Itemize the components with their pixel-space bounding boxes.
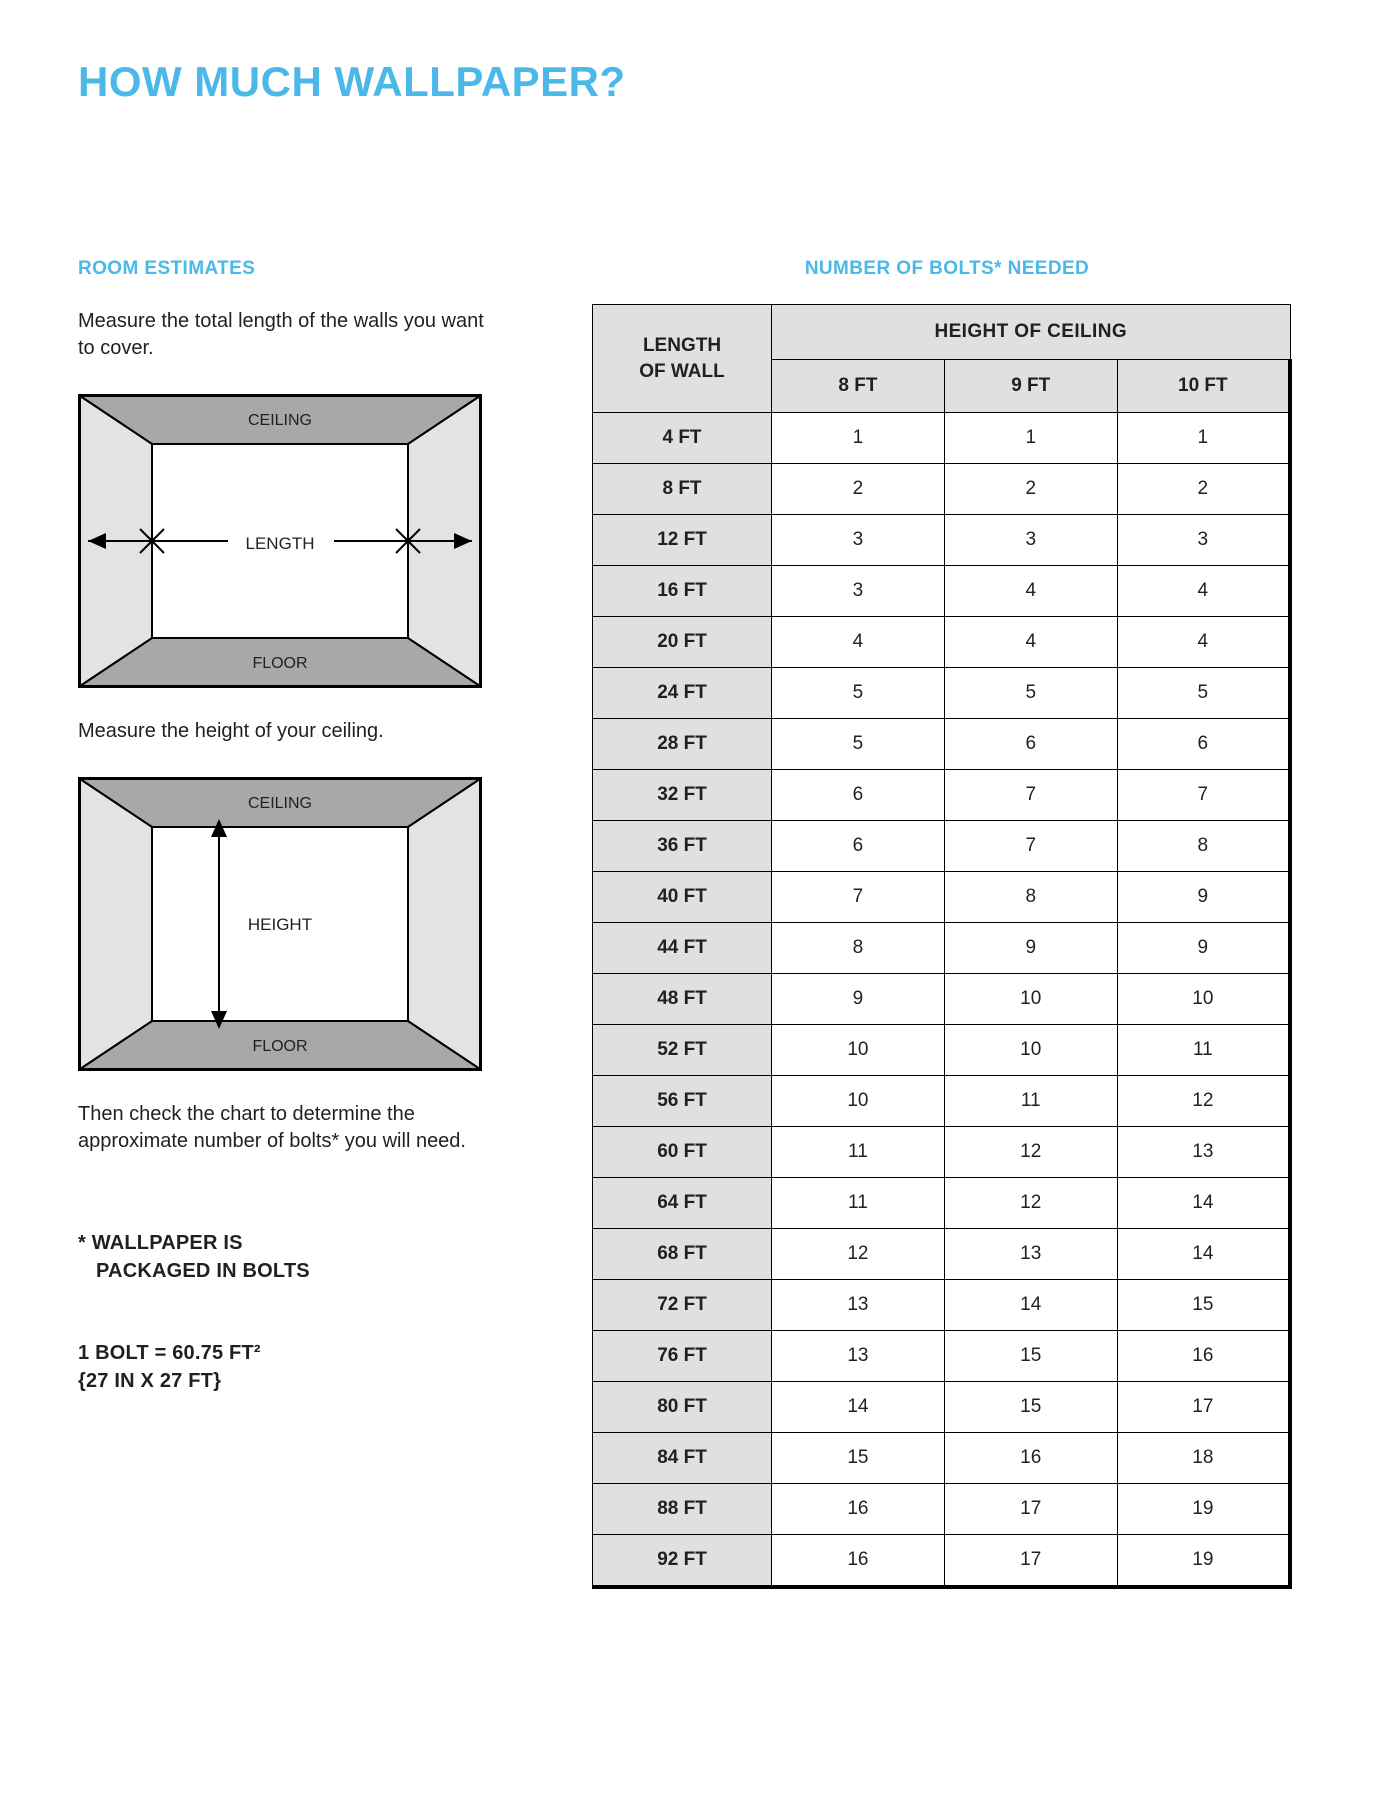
cell-8ft: 14	[772, 1382, 945, 1433]
cell-9ft: 14	[944, 1280, 1117, 1331]
cell-9ft: 16	[944, 1433, 1117, 1484]
cell-9ft: 12	[944, 1127, 1117, 1178]
diagram-height-floor-label: FLOOR	[252, 1038, 308, 1055]
cell-8ft: 6	[772, 770, 945, 821]
row-label: 56 FT	[593, 1076, 772, 1127]
table-row	[593, 1025, 1291, 1076]
row-label: 84 FT	[593, 1433, 772, 1484]
table-row	[593, 821, 1291, 872]
cell-9ft: 9	[944, 923, 1117, 974]
table-row	[593, 464, 1291, 515]
table-row	[593, 1433, 1291, 1484]
cell-8ft: 16	[772, 1535, 945, 1588]
row-label: 20 FT	[593, 617, 772, 668]
cell-9ft: 5	[944, 668, 1117, 719]
cell-9ft: 4	[944, 617, 1117, 668]
cell-8ft: 3	[772, 515, 945, 566]
table-row	[593, 974, 1291, 1025]
diagram-length-dimension-label: LENGTH	[245, 534, 315, 553]
cell-10ft: 4	[1117, 566, 1290, 617]
cell-9ft: 3	[944, 515, 1117, 566]
row-label: 92 FT	[593, 1535, 772, 1588]
cell-10ft: 7	[1117, 770, 1290, 821]
cell-8ft: 9	[772, 974, 945, 1025]
cell-10ft: 4	[1117, 617, 1290, 668]
cell-9ft: 10	[944, 974, 1117, 1025]
diagram-length-ceiling-label: CEILING	[247, 412, 313, 429]
page-title: HOW MUCH WALLPAPER?	[78, 58, 626, 105]
row-label: 76 FT	[593, 1331, 772, 1382]
cell-10ft: 19	[1117, 1535, 1290, 1588]
table-row	[593, 1178, 1291, 1229]
cell-8ft: 5	[772, 719, 945, 770]
cell-10ft: 6	[1117, 719, 1290, 770]
diagram-height-dimension-label: HEIGHT	[247, 915, 313, 934]
row-label: 72 FT	[593, 1280, 772, 1331]
table-row	[593, 1535, 1291, 1588]
header-height-of-ceiling: HEIGHT OF CEILING	[772, 305, 1291, 360]
cell-10ft: 16	[1117, 1331, 1290, 1382]
cell-9ft: 15	[944, 1331, 1117, 1382]
row-label: 68 FT	[593, 1229, 772, 1280]
row-label: 36 FT	[593, 821, 772, 872]
table-row	[593, 872, 1291, 923]
room-estimates-panel	[78, 258, 498, 1395]
row-label: 24 FT	[593, 668, 772, 719]
cell-10ft: 8	[1117, 821, 1290, 872]
cell-8ft: 11	[772, 1178, 945, 1229]
cell-9ft: 1	[944, 413, 1117, 464]
cell-10ft: 14	[1117, 1229, 1290, 1280]
row-label: 44 FT	[593, 923, 772, 974]
table-row	[593, 617, 1291, 668]
table-row	[593, 1229, 1291, 1280]
table-row	[593, 1076, 1291, 1127]
cell-9ft: 17	[944, 1535, 1117, 1588]
footnote-line-2: PACKAGED IN BOLTS	[96, 1260, 310, 1282]
room-diagram-height	[78, 777, 482, 1071]
cell-10ft: 17	[1117, 1382, 1290, 1433]
cell-10ft: 1	[1117, 413, 1290, 464]
cell-8ft: 5	[772, 668, 945, 719]
cell-9ft: 15	[944, 1382, 1117, 1433]
cell-8ft: 12	[772, 1229, 945, 1280]
cell-8ft: 8	[772, 923, 945, 974]
table-body	[593, 413, 1291, 1588]
cell-8ft: 13	[772, 1331, 945, 1382]
cell-8ft: 15	[772, 1433, 945, 1484]
row-label: 64 FT	[593, 1178, 772, 1229]
section-heading-room-estimates: ROOM ESTIMATES	[78, 258, 256, 279]
cell-9ft: 13	[944, 1229, 1117, 1280]
table-row	[593, 1484, 1291, 1535]
table-row	[593, 719, 1291, 770]
cell-8ft: 4	[772, 617, 945, 668]
bolt-area-line-2: {27 IN X 27 FT}	[78, 1370, 222, 1392]
bolts-table-panel	[592, 258, 1302, 1589]
bolt-area-line-1: 1 BOLT = 60.75 FT²	[78, 1342, 261, 1364]
cell-10ft: 2	[1117, 464, 1290, 515]
cell-10ft: 9	[1117, 923, 1290, 974]
table-row	[593, 668, 1291, 719]
cell-9ft: 8	[944, 872, 1117, 923]
row-label: 40 FT	[593, 872, 772, 923]
cell-10ft: 5	[1117, 668, 1290, 719]
cell-10ft: 3	[1117, 515, 1290, 566]
cell-9ft: 7	[944, 821, 1117, 872]
row-label: 4 FT	[593, 413, 772, 464]
row-label: 52 FT	[593, 1025, 772, 1076]
cell-8ft: 11	[772, 1127, 945, 1178]
cell-9ft: 10	[944, 1025, 1117, 1076]
row-label: 16 FT	[593, 566, 772, 617]
row-label: 12 FT	[593, 515, 772, 566]
cell-8ft: 3	[772, 566, 945, 617]
footnote-line-1: * WALLPAPER IS	[78, 1232, 243, 1254]
cell-9ft: 12	[944, 1178, 1117, 1229]
cell-10ft: 10	[1117, 974, 1290, 1025]
row-label: 8 FT	[593, 464, 772, 515]
table-row	[593, 1331, 1291, 1382]
header-length-line2: OF WALL	[639, 360, 725, 382]
table-row	[593, 413, 1291, 464]
diagram-length-floor-label: FLOOR	[252, 655, 308, 672]
row-label: 88 FT	[593, 1484, 772, 1535]
table-header-row-group	[593, 305, 1291, 360]
table-row	[593, 1280, 1291, 1331]
cell-8ft: 6	[772, 821, 945, 872]
cell-10ft: 9	[1117, 872, 1290, 923]
bolts-table	[592, 304, 1292, 1589]
table-row	[593, 1382, 1291, 1433]
room-diagram-length	[78, 394, 482, 688]
header-length-of-wall	[593, 305, 772, 413]
cell-10ft: 11	[1117, 1025, 1290, 1076]
cell-9ft: 17	[944, 1484, 1117, 1535]
table-row	[593, 923, 1291, 974]
header-col-10ft: 10 FT	[1117, 360, 1290, 413]
cell-8ft: 2	[772, 464, 945, 515]
table-row	[593, 770, 1291, 821]
table-row	[593, 515, 1291, 566]
row-label: 32 FT	[593, 770, 772, 821]
header-col-8ft: 8 FT	[772, 360, 945, 413]
cell-10ft: 12	[1117, 1076, 1290, 1127]
step-2-text: Measure the height of your ceiling.	[78, 720, 384, 742]
cell-10ft: 13	[1117, 1127, 1290, 1178]
cell-9ft: 7	[944, 770, 1117, 821]
table-row	[593, 566, 1291, 617]
table-title: NUMBER OF BOLTS* NEEDED	[804, 258, 1090, 279]
cell-8ft: 10	[772, 1076, 945, 1127]
step-3-text: Then check the chart to determine the approximate number of bolts* you will need.	[78, 1103, 466, 1152]
header-length-line1: LENGTH	[642, 334, 722, 356]
header-col-9ft: 9 FT	[944, 360, 1117, 413]
cell-9ft: 4	[944, 566, 1117, 617]
row-label: 48 FT	[593, 974, 772, 1025]
cell-8ft: 13	[772, 1280, 945, 1331]
cell-10ft: 15	[1117, 1280, 1290, 1331]
cell-8ft: 16	[772, 1484, 945, 1535]
cell-9ft: 11	[944, 1076, 1117, 1127]
cell-8ft: 7	[772, 872, 945, 923]
step-1-text: Measure the total length of the walls you want to cover.	[78, 310, 484, 359]
row-label: 60 FT	[593, 1127, 772, 1178]
row-label: 28 FT	[593, 719, 772, 770]
cell-10ft: 19	[1117, 1484, 1290, 1535]
cell-8ft: 1	[772, 413, 945, 464]
cell-9ft: 2	[944, 464, 1117, 515]
cell-10ft: 18	[1117, 1433, 1290, 1484]
row-label: 80 FT	[593, 1382, 772, 1433]
cell-10ft: 14	[1117, 1178, 1290, 1229]
cell-8ft: 10	[772, 1025, 945, 1076]
table-row	[593, 1127, 1291, 1178]
cell-9ft: 6	[944, 719, 1117, 770]
diagram-height-ceiling-label: CEILING	[247, 795, 313, 812]
